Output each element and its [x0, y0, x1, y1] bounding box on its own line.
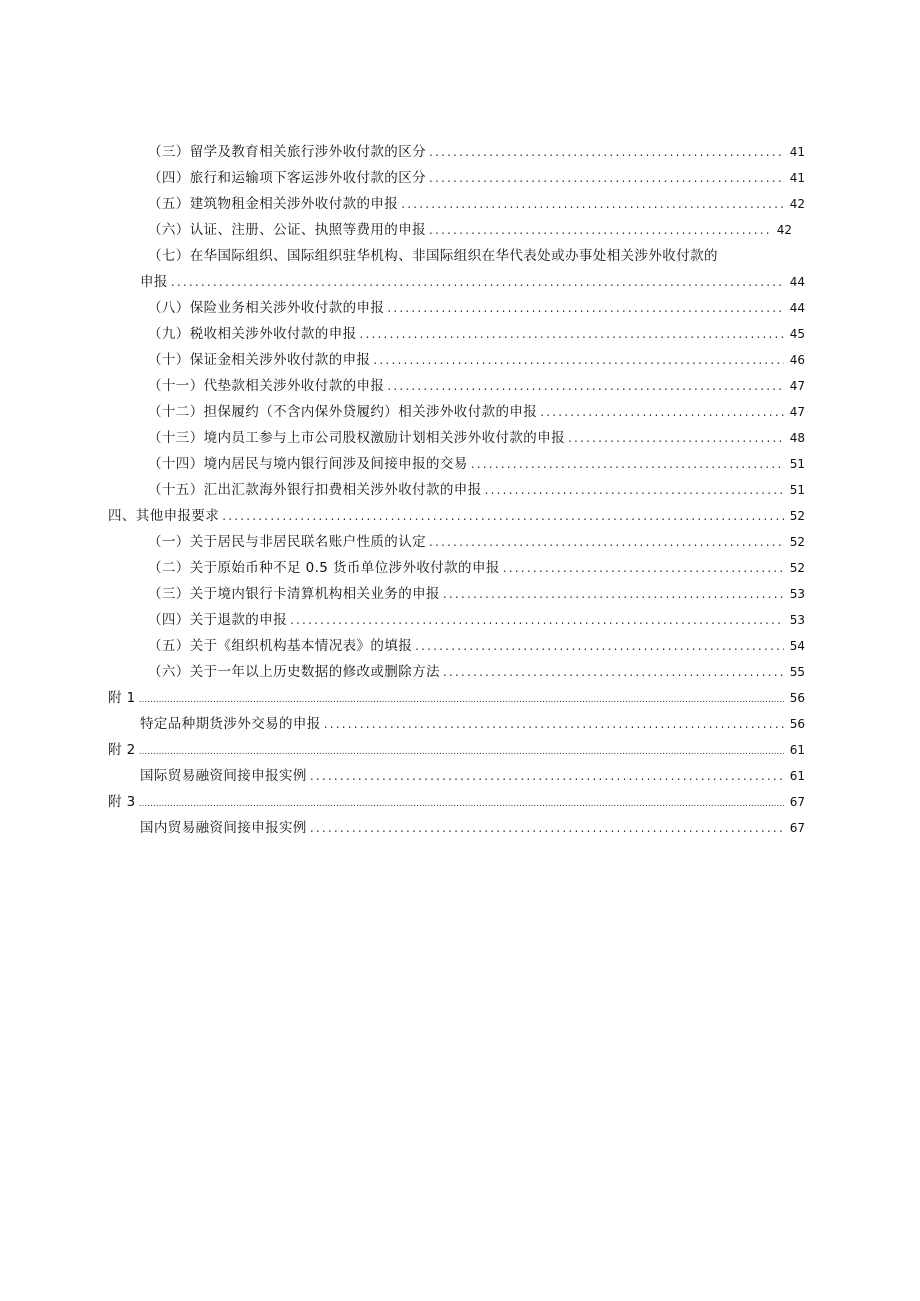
toc-entry-title: 申报: [140, 274, 168, 290]
toc-entry[interactable]: [148, 581, 805, 607]
toc-leader-dots: [387, 373, 784, 399]
toc-entry-wrapped-first-line[interactable]: （七）在华国际组织、国际组织驻华机构、非国际组织在华代表处或办事处相关涉外收付款的: [148, 248, 718, 264]
toc-page-number: 67: [789, 821, 805, 835]
toc-entry-title: （九）税收相关涉外收付款的申报: [148, 326, 357, 342]
toc-page-number: 51: [789, 457, 805, 471]
toc-entry-title: 特定品种期货涉外交易的申报: [140, 716, 321, 732]
toc-page-number: 52: [789, 561, 805, 575]
toc-section-entry[interactable]: [108, 503, 805, 529]
toc-entry-title: （十二）担保履约（不含内保外贷履约）相关涉外收付款的申报: [148, 404, 538, 420]
toc-leader-dots: [443, 659, 784, 685]
toc-entry-title: （八）保险业务相关涉外收付款的申报: [148, 300, 385, 316]
toc-page-number: 47: [789, 379, 805, 393]
toc-entry-title: （十一）代垫款相关涉外收付款的申报: [148, 378, 385, 394]
toc-page-number: 44: [789, 275, 805, 289]
toc-leader-dots: [310, 815, 784, 841]
toc-page-number: 53: [789, 587, 805, 601]
toc-page-number: 45: [789, 327, 805, 341]
toc-entry-title: （三）留学及教育相关旅行涉外收付款的区分: [148, 144, 426, 160]
toc-entry-title: （四）旅行和运输项下客运涉外收付款的区分: [148, 170, 426, 186]
toc-entry-title: 附 3: [108, 794, 136, 810]
toc-appendix-entry[interactable]: [108, 737, 805, 763]
toc-leader-dots: [324, 711, 784, 737]
toc-leader-dots: [401, 191, 784, 217]
toc-entry[interactable]: [148, 555, 805, 581]
toc-entry[interactable]: [148, 659, 805, 685]
toc-leader-dots: [310, 763, 784, 789]
toc-page-number: 42: [789, 197, 805, 211]
toc-leader-dots: [171, 269, 784, 295]
toc-leader-dots: [540, 399, 784, 425]
toc-page-number: 51: [789, 483, 805, 497]
toc-leader-dots: [139, 791, 784, 817]
toc-entry[interactable]: [148, 607, 805, 633]
toc-leader-dots: [485, 477, 784, 503]
toc-entry-title: （一）关于居民与非居民联名账户性质的认定: [148, 534, 426, 550]
table-of-contents: [0, 139, 920, 841]
toc-entry[interactable]: [148, 347, 805, 373]
toc-entry[interactable]: [140, 763, 805, 789]
toc-entry-title: 附 1: [108, 690, 136, 706]
toc-entry[interactable]: [148, 139, 805, 165]
toc-entry[interactable]: [148, 425, 805, 451]
toc-page-number: 61: [789, 769, 805, 783]
toc-leader-dots: [503, 555, 784, 581]
toc-entry-title: （四）关于退款的申报: [148, 612, 287, 628]
toc-page-number: 41: [789, 171, 805, 185]
toc-leader-dots: [387, 295, 784, 321]
toc-page-number: 52: [789, 535, 805, 549]
toc-page-number: 67: [789, 795, 805, 809]
toc-entry[interactable]: [148, 191, 805, 217]
toc-leader-dots: [415, 633, 784, 659]
toc-entry[interactable]: [148, 217, 792, 243]
toc-entry-title: （六）认证、注册、公证、执照等费用的申报: [148, 222, 426, 238]
toc-leader-dots: [443, 581, 784, 607]
toc-page-number: 52: [789, 509, 805, 523]
toc-entry[interactable]: [148, 321, 805, 347]
toc-page-number: 44: [789, 301, 805, 315]
toc-leader-dots: [429, 165, 784, 191]
toc-entry[interactable]: [140, 815, 805, 841]
toc-entry-title: 四、其他申报要求: [108, 508, 220, 524]
toc-leader-dots: [222, 503, 784, 529]
toc-appendix-entry[interactable]: [108, 685, 805, 711]
toc-entry[interactable]: [148, 295, 805, 321]
toc-entry-title: 国内贸易融资间接申报实例: [140, 820, 307, 836]
toc-entry[interactable]: [148, 477, 805, 503]
toc-page-number: 55: [789, 665, 805, 679]
toc-leader-dots: [139, 739, 784, 765]
toc-leader-dots: [429, 139, 784, 165]
toc-page-number: 53: [789, 613, 805, 627]
toc-leader-dots: [373, 347, 784, 373]
toc-entry[interactable]: [148, 373, 805, 399]
toc-entry-title: （六）关于一年以上历史数据的修改或删除方法: [148, 664, 440, 680]
toc-leader-dots: [429, 217, 771, 243]
toc-page-number: 48: [789, 431, 805, 445]
toc-leader-dots: [139, 687, 784, 713]
toc-entry-title: （十）保证金相关涉外收付款的申报: [148, 352, 371, 368]
toc-leader-dots: [471, 451, 784, 477]
toc-page-number: 54: [789, 639, 805, 653]
toc-page-number: 42: [776, 223, 792, 237]
toc-entry[interactable]: [148, 165, 805, 191]
toc-entry[interactable]: [140, 711, 805, 737]
toc-entry[interactable]: [148, 399, 805, 425]
toc-entry-title: 附 2: [108, 742, 136, 758]
toc-entry[interactable]: [140, 269, 805, 295]
toc-entry[interactable]: [148, 451, 805, 477]
toc-entry-title: （十四）境内居民与境内银行间涉及间接申报的交易: [148, 456, 468, 472]
toc-page-number: 47: [789, 405, 805, 419]
toc-entry-title: （五）建筑物租金相关涉外收付款的申报: [148, 196, 399, 212]
toc-page-number: 46: [789, 353, 805, 367]
toc-leader-dots: [290, 607, 784, 633]
toc-leader-dots: [429, 529, 784, 555]
toc-entry-title: （十三）境内员工参与上市公司股权激励计划相关涉外收付款的申报: [148, 430, 565, 446]
toc-leader-dots: [568, 425, 784, 451]
toc-page-number: 56: [789, 691, 805, 705]
toc-page-number: 61: [789, 743, 805, 757]
toc-entry[interactable]: [148, 633, 805, 659]
toc-entry-title: （二）关于原始币种不足 0.5 货币单位涉外收付款的申报: [148, 560, 500, 576]
toc-page-number: 41: [789, 145, 805, 159]
toc-entry-title: （十五）汇出汇款海外银行扣费相关涉外收付款的申报: [148, 482, 482, 498]
toc-entry[interactable]: [148, 529, 805, 555]
toc-entry-title: （三）关于境内银行卡清算机构相关业务的申报: [148, 586, 440, 602]
toc-leader-dots: [360, 321, 785, 347]
toc-entry-title: （五）关于《组织机构基本情况表》的填报: [148, 638, 413, 654]
toc-appendix-entry[interactable]: [108, 789, 805, 815]
toc-entry-title: 国际贸易融资间接申报实例: [140, 768, 307, 784]
toc-page-number: 56: [789, 717, 805, 731]
